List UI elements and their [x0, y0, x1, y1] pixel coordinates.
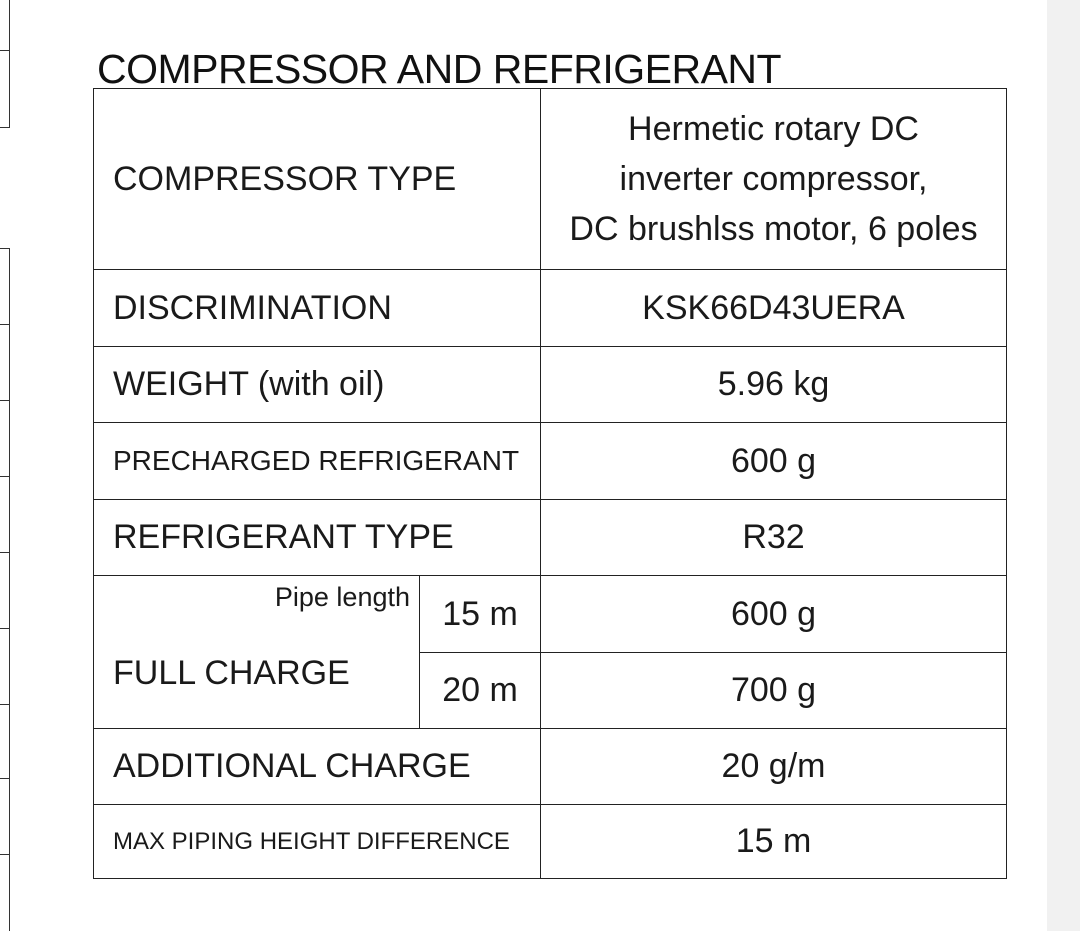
- additional-charge-value: 20 g/m: [541, 729, 1007, 805]
- table-row: [94, 500, 1007, 576]
- pipe-length-15: 15 m: [420, 576, 541, 653]
- table-row: [94, 576, 1007, 653]
- discrimination-label: DISCRIMINATION: [94, 270, 541, 347]
- table-row: [94, 347, 1007, 423]
- pipe-length-20: 20 m: [420, 653, 541, 729]
- table-row: [94, 270, 1007, 347]
- table-row: [94, 805, 1007, 879]
- weight-value: 5.96 kg: [541, 347, 1007, 423]
- pipe-length-header: Pipe length: [274, 582, 410, 612]
- precharged-label: PRECHARGED REFRIGERANT: [94, 423, 541, 500]
- max-piping-height-value: 15 m: [541, 805, 1007, 879]
- compressor-type-line: Hermetic rotary DC: [628, 110, 919, 148]
- adjacent-table-edge-bottom: [0, 248, 10, 931]
- refrigerant-type-label: REFRIGERANT TYPE: [94, 500, 541, 576]
- compressor-type-line: DC brushlss motor, 6 poles: [569, 210, 978, 248]
- weight-label: WEIGHT (with oil): [94, 347, 541, 423]
- full-charge-value-20: 700 g: [541, 653, 1007, 729]
- compressor-type-line: inverter compressor,: [619, 160, 928, 198]
- full-charge-label: FULL CHARGE: [113, 654, 350, 692]
- full-charge-cell: [94, 576, 420, 729]
- spec-table: [93, 88, 1007, 879]
- refrigerant-type-value: R32: [541, 500, 1007, 576]
- table-row: [94, 423, 1007, 500]
- full-charge-value-15: 600 g: [541, 576, 1007, 653]
- section-title: COMPRESSOR AND REFRIGERANT: [97, 46, 782, 92]
- table-row: [94, 729, 1007, 805]
- table-row: [94, 89, 1007, 270]
- compressor-type-label: COMPRESSOR TYPE: [94, 89, 541, 270]
- adjacent-table-edge-top: [0, 0, 10, 128]
- discrimination-value: KSK66D43UERA: [541, 270, 1007, 347]
- page-margin-strip: [1047, 0, 1080, 931]
- precharged-value: 600 g: [541, 423, 1007, 500]
- max-piping-height-label: MAX PIPING HEIGHT DIFFERENCE: [94, 805, 541, 879]
- additional-charge-label: ADDITIONAL CHARGE: [94, 729, 541, 805]
- compressor-type-value: [541, 89, 1007, 270]
